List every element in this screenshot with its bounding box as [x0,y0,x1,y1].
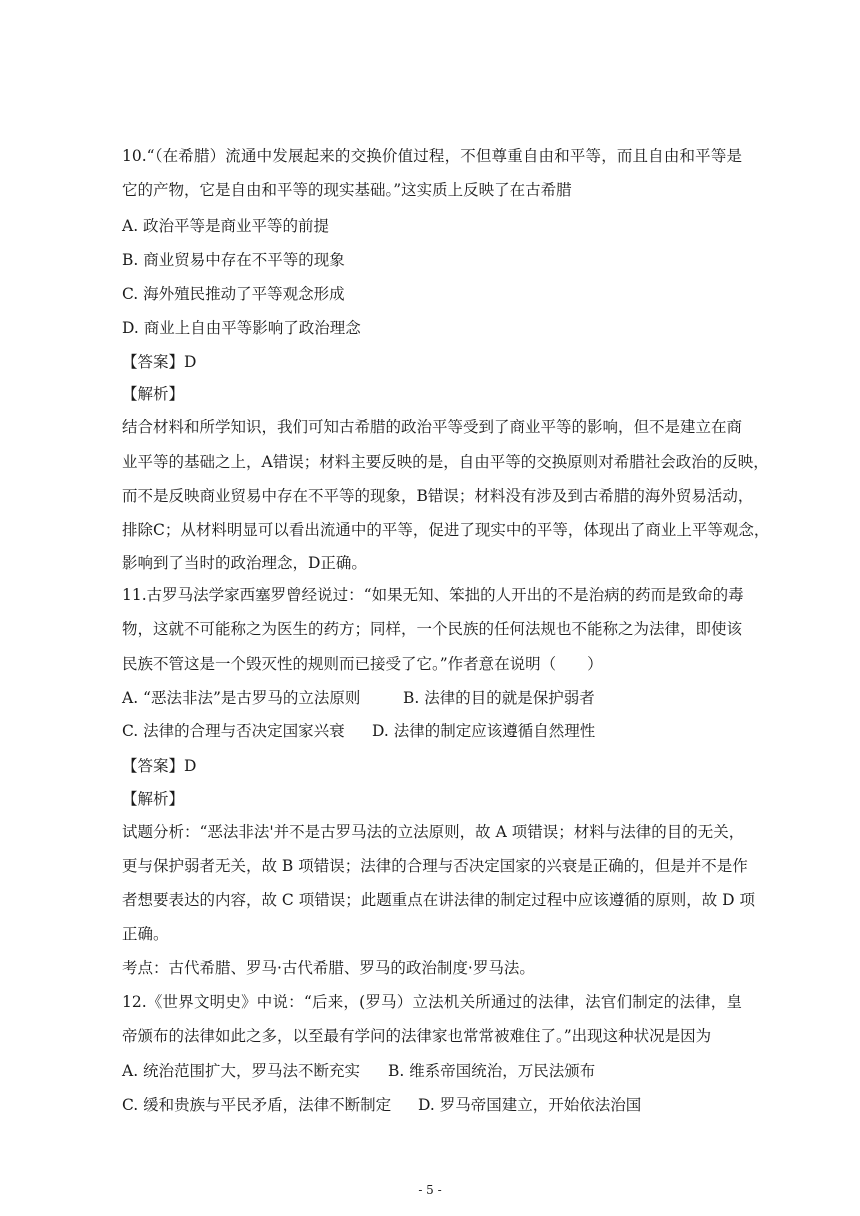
q11-analysis-heading: 【解析】 [122,790,185,808]
q10-stem-line-2: 它的产物，它是自由和平等的现实基础。”这实质上反映了在古希腊 [122,181,572,199]
q11-stem-line-1: 11.古罗马法学家西塞罗曾经说过：“如果无知、笨拙的人开出的不是治病的药而是致命的毒 [122,586,744,604]
q10-stem-line-1: 10.“（在希腊）流通中发展起来的交换价值过程，不但尊重自由和平等，而且自由和平等是 [122,147,742,165]
q11-analysis-line-3: 者想要表达的内容，故 C 项错误；此题重点在讲法律的制定过程中应该遵循的原则，故 D 项 [122,891,755,909]
q10-option-c: C. 海外殖民推动了平等观念形成 [122,285,345,303]
q11-option-d: D. 法律的制定应该遵循自然理性 [372,722,596,740]
q11-stem-line-3: 民族不管这是一个毁灭性的规则而已接受了它。”作者意在说明（ ） [122,655,603,673]
q11-analysis-line-4: 正确。 [122,925,169,943]
q12-stem-line-1: 12.《世界文明史》中说：“后来，(罗马）立法机关所通过的法律，法官们制定的法律，皇 [122,993,742,1011]
q11-stem-line-2: 物，这就不可能称之为医生的药方；同样，一个民族的任何法规也不能称之为法律，即使该 [122,620,743,638]
q10-analysis-line-5: 影响到了当时的政治理念，D正确。 [122,554,367,572]
q10-option-d: D. 商业上自由平等影响了政治理念 [122,319,361,337]
q12-option-b: B. 维系帝国统治，万民法颁布 [388,1062,596,1080]
q11-option-b: B. 法律的目的就是保护弱者 [403,689,595,707]
q11-option-c: C. 法律的合理与否决定国家兴衰 [122,722,345,740]
q11-analysis-line-2: 更与保护弱者无关，故 B 项错误；法律的合理与否决定国家的兴衰是正确的，但是并不是作 [122,857,748,875]
q10-option-b: B. 商业贸易中存在不平等的现象 [122,251,345,269]
q10-analysis-line-2: 业平等的基础之上，A错误；材料主要反映的是，自由平等的交换原则对希腊社会政治的反映， [122,453,769,471]
q10-analysis-line-3: 而不是反映商业贸易中存在不平等的现象，B错误；材料没有涉及到古希腊的海外贸易活动， [122,487,754,505]
q10-option-a: A. 政治平等是商业平等的前提 [122,217,330,235]
q12-stem-line-2: 帝颁布的法律如此之多，以至最有学问的法律家也常常被难住了。”出现这种状况是因为 [122,1027,712,1045]
q12-option-d: D. 罗马帝国建立，开始依法治国 [418,1096,642,1114]
q12-option-c: C. 缓和贵族与平民矛盾，法律不断制定 [122,1096,392,1114]
q12-option-a: A. 统治范围扩大，罗马法不断充实 [122,1062,361,1080]
q10-analysis-line-1: 结合材料和所学知识，我们可知古希腊的政治平等受到了商业平等的影响，但不是建立在商 [122,418,743,436]
q11-answer: 【答案】D [122,757,197,775]
q10-answer: 【答案】D [122,353,197,371]
q10-analysis-heading: 【解析】 [122,385,185,403]
q11-knowledge-point: 考点：古代希腊、罗马·古代希腊、罗马的政治制度·罗马法。 [122,959,535,977]
q11-analysis-line-1: 试题分析：“恶法非法'并不是古罗马法的立法原则，故 A 项错误；材料与法律的目的无关， [122,823,745,841]
q11-option-a: A. “恶法非法”是古罗马的立法原则 [122,689,361,707]
q10-analysis-line-4: 排除C；从材料明显可以看出流通中的平等，促进了现实中的平等，体现出了商业上平等观念， [122,521,770,539]
page-number: - 5 - [418,1183,442,1197]
